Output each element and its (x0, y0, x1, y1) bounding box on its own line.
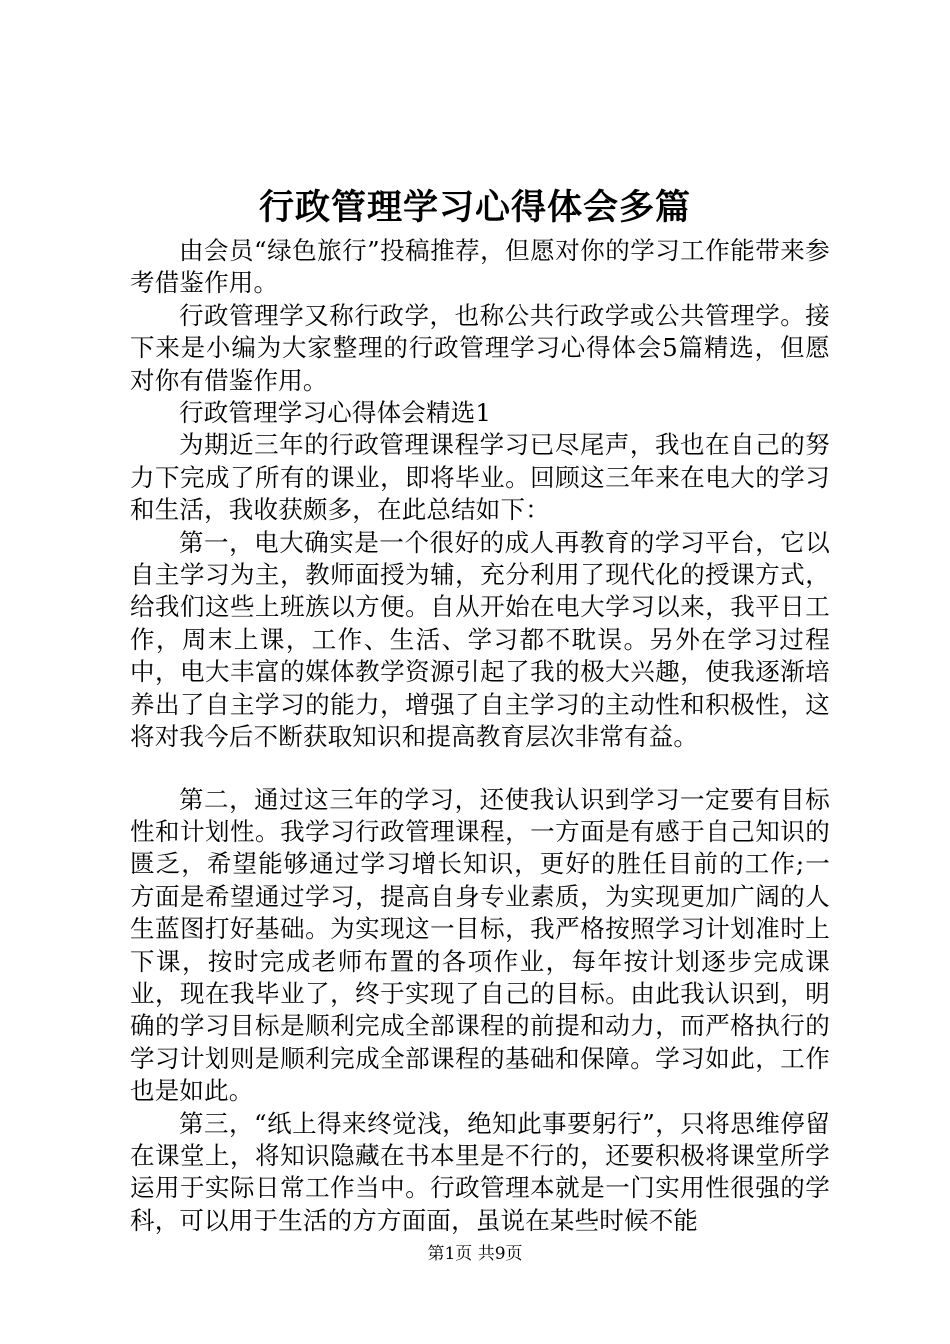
page-number: 第1页 共9页 (427, 1244, 523, 1264)
paragraph-intro: 由会员“绿色旅行”投稿推荐，但愿对你的学习工作能带来参考借鉴作用。 (130, 236, 830, 298)
paragraph-point-one: 第一，电大确实是一个很好的成人再教育的学习平台，它以自主学习为主，教师面授为辅，充分利用了现代化的授课方式，给我们这些上班族以方便。自从开始在电大学习以来，我平日工作，周末上课，工作、生活、学习都不耽误。另外在学习过程中，电大丰富的媒体教学资源引起了我的极大兴趣，使我逐渐培养出了自主学习的能力，增强了自主学习的主动性和积极性，这将对我今后不断获取知识和提高教育层次非常有益。 (130, 527, 830, 752)
paragraph-summary: 行政管理学又称行政学，也称公共行政学或公共管理学。接下来是小编为大家整理的行政管理学习心得体会5篇精选，但愿对你有借鉴作用。 (130, 300, 830, 395)
section-heading: 行政管理学习心得体会精选1 (179, 398, 492, 428)
paragraph-point-three: 第三，“纸上得来终觉浅，绝知此事要躬行”，只将思维停留在课堂上，将知识隐藏在书本里是不行的，还要积极将课堂所学运用于实际日常工作当中。行政管理本就是一门实用性很强的学科，可以用于生活的方方面面，虽说在某些时候不能 (130, 1108, 830, 1235)
document-title: 行政管理学习心得体会多篇 (258, 187, 691, 228)
document-body (130, 235, 830, 1237)
paragraph-point-two: 第二，通过这三年的学习，还使我认识到学习一定要有目标性和计划性。我学习行政管理课程，一方面是有感于自己知识的匮乏，希望能够通过学习增长知识，更好的胜任目前的工作;一方面是希望通过学习，提高自身专业素质，为实现更加广阔的人生蓝图打好基础。为实现这一目标，我严格按照学习计划准时上下课，按时完成老师布置的各项作业，每年按计划逐步完成课业，现在我毕业了，终于实现了自己的目标。由此我认识到，明确的学习目标是顺利完成全部课程的前提和动力，而严格执行的学习计划则是顺利完成全部课程的基础和保障。学习如此，工作也是如此。 (130, 784, 830, 1106)
paragraph-opening: 为期近三年的行政管理课程学习已尽尾声，我也在自己的努力下完成了所有的课业，即将毕业。回顾这三年来在电大的学习和生活，我收获颇多，在此总结如下： (130, 430, 830, 525)
